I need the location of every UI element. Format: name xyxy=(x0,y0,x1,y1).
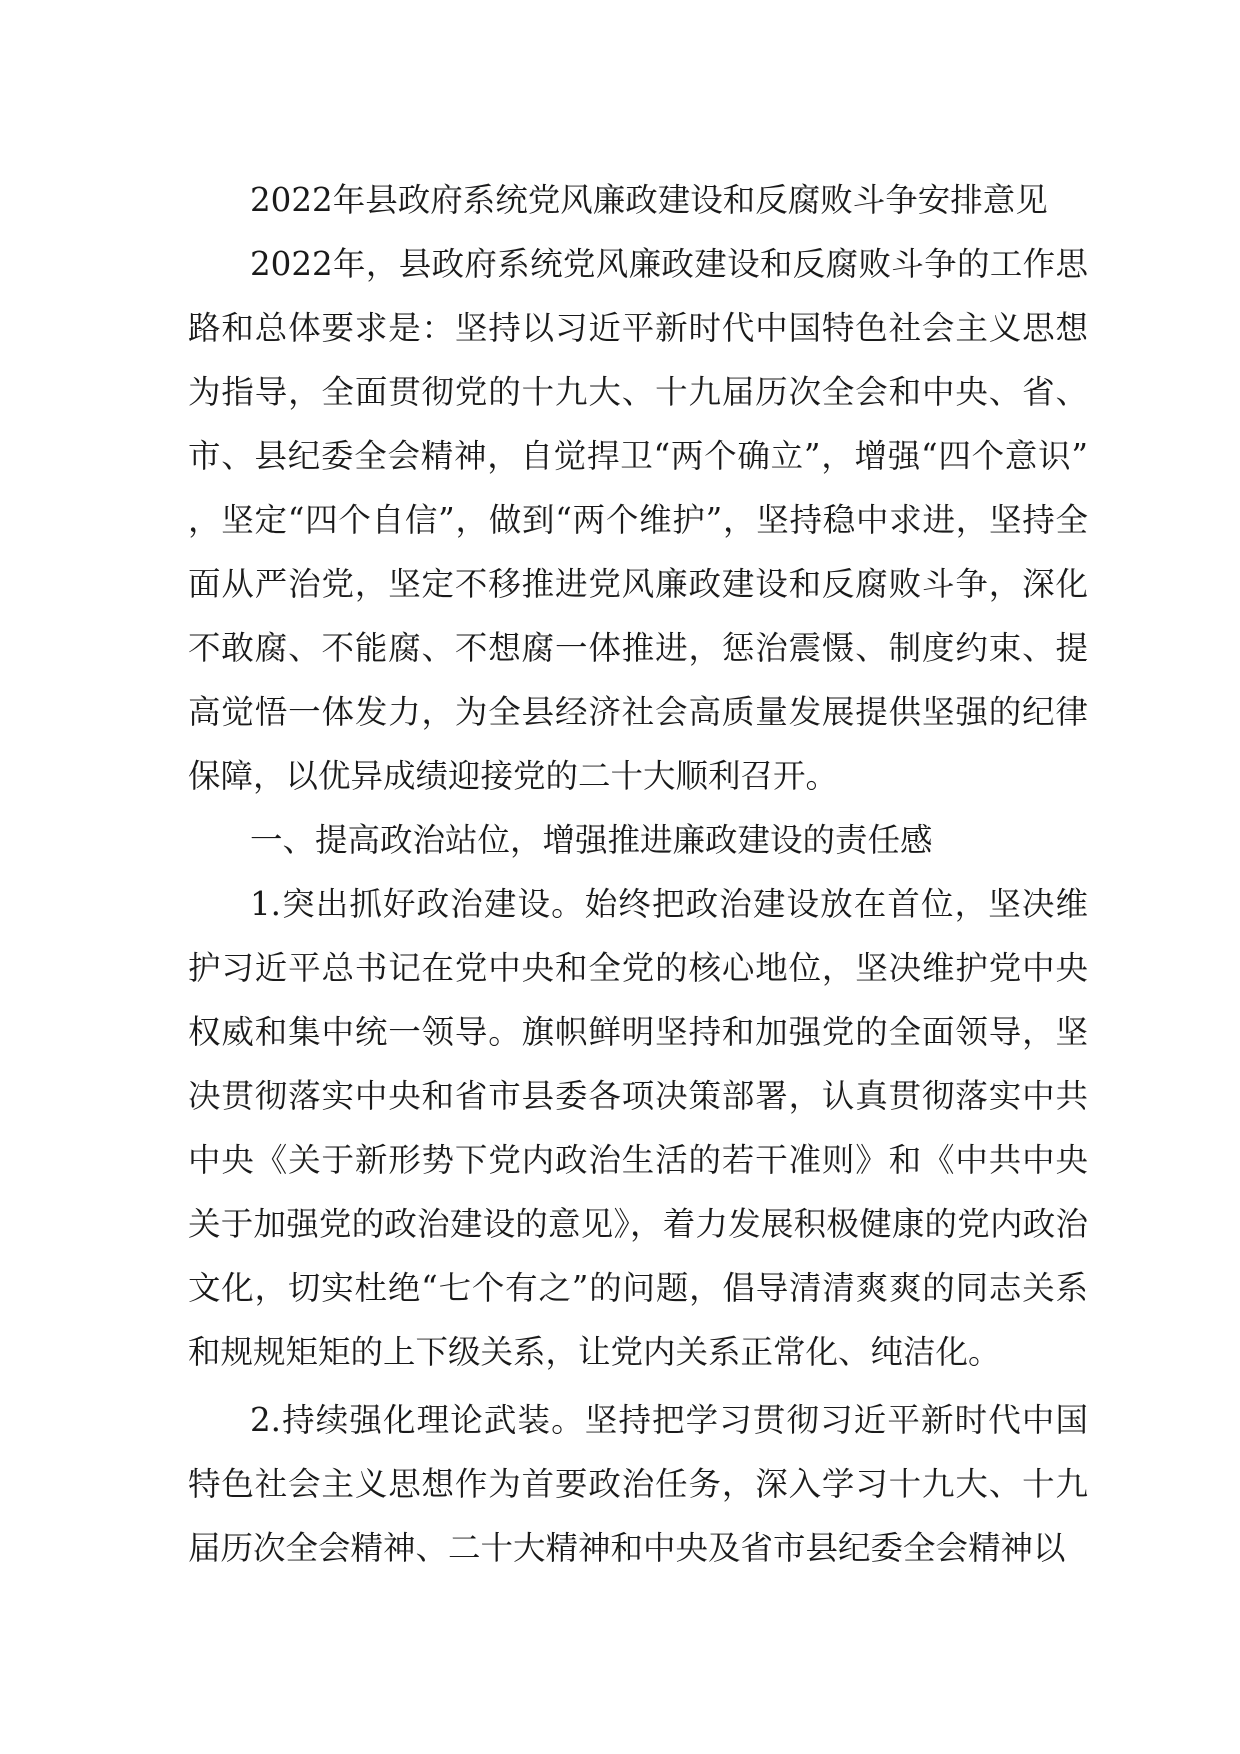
section-heading-1: 一、提高政治站位，增强推进廉政建设的责任感 xyxy=(250,821,933,859)
item-1-paragraph: 1.突出抓好政治建设。始终把政治建设放在首位，坚决维护习近平总书记在党中央和全党的核心地位，坚决维护党中央权威和集中统一领导。旗帜鲜明坚持和加强党的全面领导，坚决贯彻落实中央和省市县委各项决策部署，认真贯彻落实中共中央《关于新形势下党内政治生活的若干准则》和《中共中央关于加强党的政治建设的意见》，着力发展积极健康的党内政治文化，切实杜绝“七个有之”的问题，倡导清清爽爽的同志关系和规规矩矩的上下级关系，让党内关系正常化、纯洁化。 xyxy=(188,885,1088,1371)
document-title: 2022年县政府系统党风廉政建设和反腐败斗争安排意见 xyxy=(250,181,1048,219)
document-body xyxy=(188,168,1088,1580)
intro-paragraph: 2022年，县政府系统党风廉政建设和反腐败斗争的工作思路和总体要求是：坚持以习近平新时代中国特色社会主义思想为指导，全面贯彻党的十九大、十九届历次全会和中央、省、市、县纪委全会精神，自觉捍卫“两个确立”，增强“四个意识”，坚定“四个自信”，做到“两个维护”，坚持稳中求进，坚持全面从严治党，坚定不移推进党风廉政建设和反腐败斗争，深化不敢腐、不能腐、不想腐一体推进，惩治震慑、制度约束、提高觉悟一体发力，为全县经济社会高质量发展提供坚强的纪律保障，以优异成绩迎接党的二十大顺利召开。 xyxy=(188,245,1088,795)
item-2-paragraph: 2.持续强化理论武装。坚持把学习贯彻习近平新时代中国特色社会主义思想作为首要政治任务，深入学习十九大、十九届历次全会精神、二十大精神和中央及省市县纪委全会精神以 xyxy=(188,1401,1088,1567)
